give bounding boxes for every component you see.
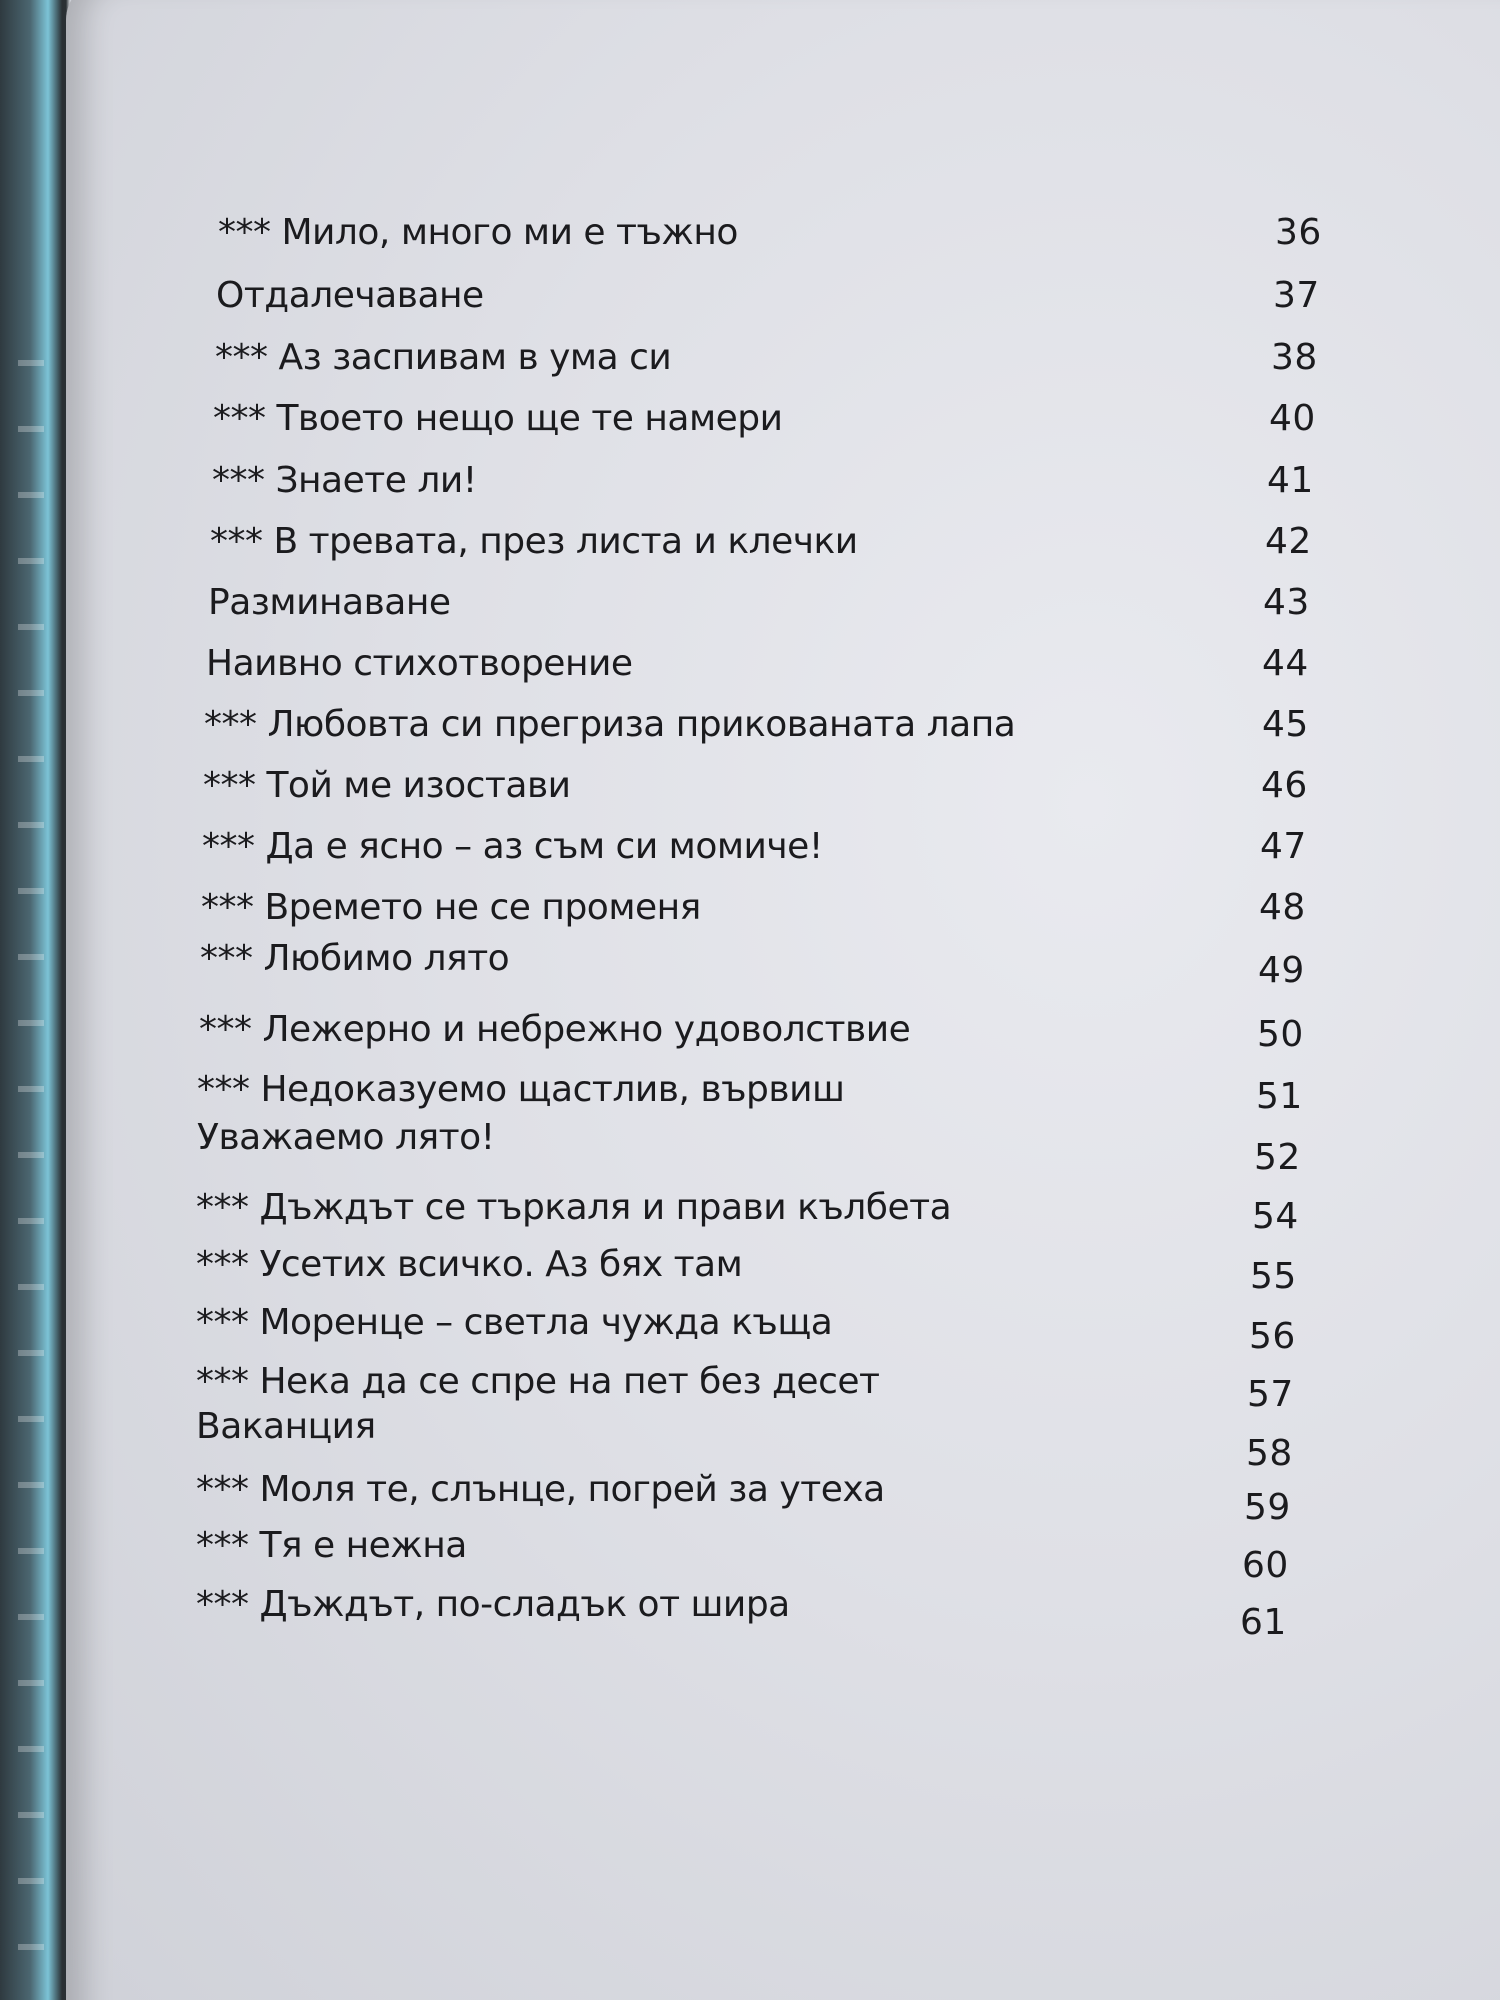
toc-entry-title: *** Недоказуемо щастлив, вървиш: [197, 1069, 845, 1110]
toc-entry-page: 37: [1273, 275, 1320, 316]
toc-entry-title: *** Лежерно и небрежно удоволствие: [199, 1009, 911, 1050]
toc-entry-title: Отдалечаване: [216, 275, 484, 316]
toc-entry-title: *** Мило, много ми е тъжно: [218, 212, 738, 253]
toc-entry-title: *** В тревата, през листа и клечки: [210, 521, 858, 562]
toc-entry-page: 48: [1259, 887, 1306, 928]
toc-entry-title: *** Дъждът се търкаля и прави кълбета: [196, 1187, 952, 1228]
toc-entry-page: 36: [1275, 212, 1322, 253]
toc-entry-page: 54: [1252, 1196, 1299, 1237]
toc-entry-page: 50: [1257, 1014, 1304, 1055]
toc-entry-page: 45: [1262, 704, 1309, 745]
toc-entry-page: 57: [1247, 1374, 1294, 1415]
toc-entry-page: 43: [1263, 582, 1310, 623]
toc-entry-page: 56: [1249, 1316, 1296, 1357]
toc-entry-page: 58: [1246, 1433, 1293, 1474]
toc-entry-title: *** Да е ясно – аз съм си момиче!: [202, 826, 823, 867]
toc-entry-page: 52: [1254, 1137, 1301, 1178]
toc-entry-title: *** Нека да се спре на пет без десет: [196, 1361, 880, 1402]
toc-entry-title: *** Знаете ли!: [212, 460, 477, 501]
toc-entry-title: Уважаемо лято!: [197, 1117, 495, 1158]
toc-entry-title: Наивно стихотворение: [206, 643, 633, 684]
toc-entry-title: *** Моля те, слънце, погрей за утеха: [196, 1469, 885, 1510]
toc-entry-title: *** Усетих всичко. Аз бях там: [196, 1244, 743, 1285]
toc-entry-page: 44: [1262, 643, 1309, 684]
toc-entry-page: 55: [1250, 1256, 1297, 1297]
toc-entry-page: 38: [1271, 337, 1318, 378]
toc-entry-page: 41: [1267, 460, 1314, 501]
toc-entry-page: 51: [1256, 1076, 1303, 1117]
toc-entry-title: Разминаване: [208, 582, 451, 623]
toc-entry-title: *** Тя е нежна: [196, 1525, 467, 1566]
toc-entry-page: 40: [1269, 398, 1316, 439]
toc-entry-title: *** Любовта си прегриза прикованата лапа: [204, 704, 1016, 745]
toc-entry-page: 42: [1265, 521, 1312, 562]
toc-entry-title: *** Той ме изостави: [203, 765, 571, 806]
toc-entry-page: 59: [1244, 1487, 1291, 1528]
toc-entry-page: 61: [1240, 1602, 1287, 1643]
toc-entry-title: *** Времето не се променя: [201, 887, 701, 928]
toc-entry-title: *** Моренце – светла чужда къща: [196, 1302, 833, 1343]
toc-entry-title: *** Аз заспивам в ума си: [215, 337, 672, 378]
toc-entry-page: 60: [1242, 1545, 1289, 1586]
toc-entry-page: 46: [1261, 765, 1308, 806]
toc-entry-title: Ваканция: [196, 1406, 376, 1447]
toc-entry-title: *** Любимо лято: [200, 938, 510, 979]
toc-entry-page: 47: [1260, 826, 1307, 867]
toc-entry-title: *** Дъждът, по-сладък от шира: [196, 1584, 790, 1625]
toc-entry-title: *** Твоето нещо ще те намери: [213, 398, 783, 439]
toc-entry-page: 49: [1258, 950, 1305, 991]
